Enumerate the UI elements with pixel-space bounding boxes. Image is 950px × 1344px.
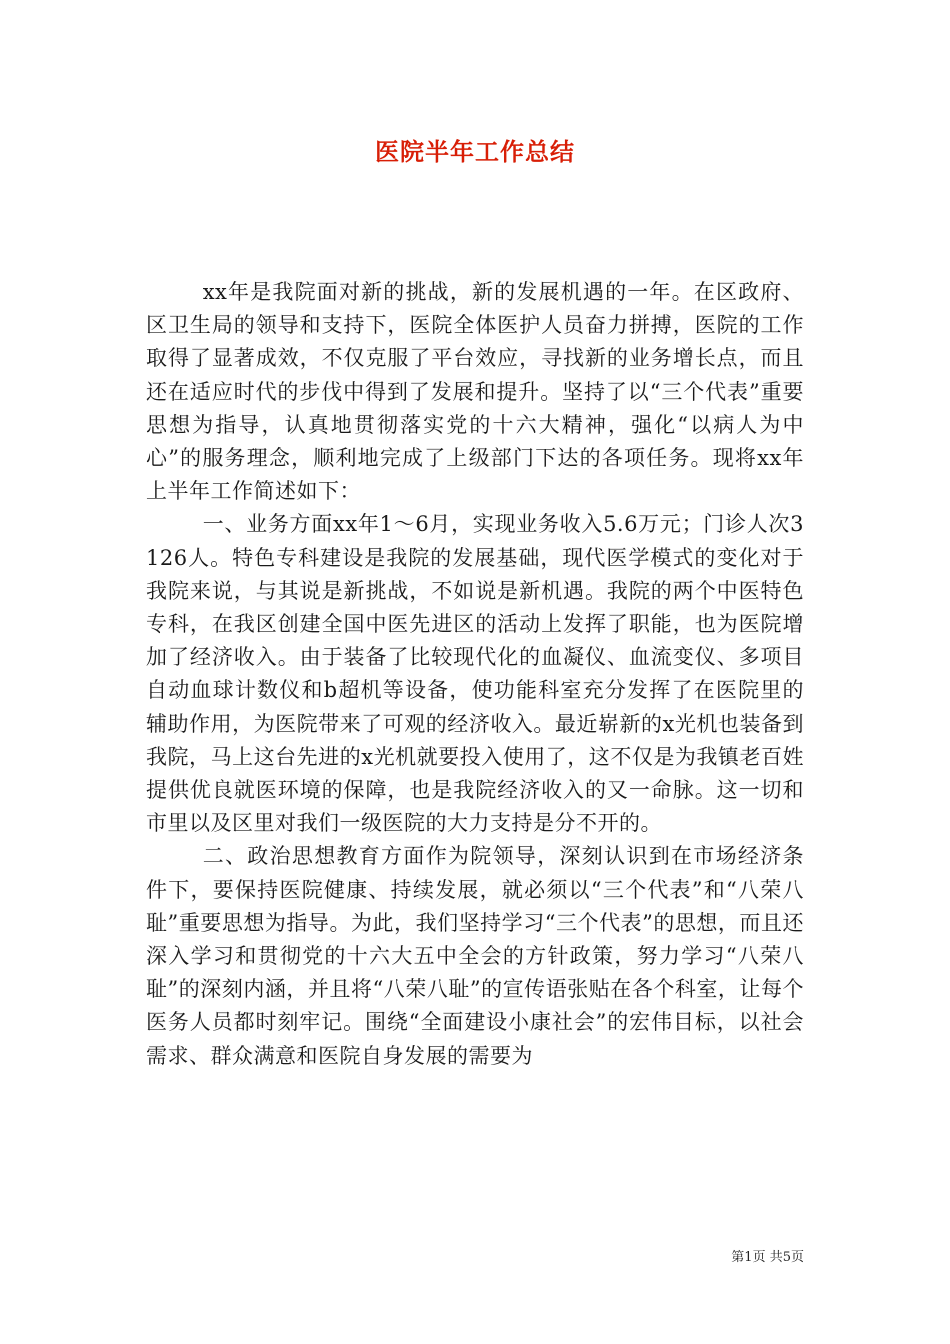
page-total: 5: [782, 1250, 791, 1265]
paragraph-business: 一、业务方面xx年1～6月，实现业务收入5.6万元；门诊人次3126人。特色专科建设是我院的发展基础，现代医学模式的变化对于我院来说，与其说是新挑战，不如说是新机遇。我院的两个中医特色专科，在我区创建全国中医先进区的活动上发挥了职能，也为医院增加了经济收入。由于装备了比较现代化的血凝仪、血流变仪、多项目自动血球计数仪和b超机等设备，使功能科室充分发挥了在医院里的辅助作用，为医院带来了可观的经济收入。最近崭新的x光机也装备到我院，马上这台先进的x光机就要投入使用了，这不仅是为我镇老百姓提供优良就医环境的保障，也是我院经济收入的又一命脉。这一切和市里以及区里对我们一级医院的大力支持是分不开的。: [146, 512, 804, 836]
document-title: 医院半年工作总结: [375, 137, 575, 166]
document-body: [146, 276, 804, 1073]
page-current: 1: [744, 1250, 753, 1265]
page-suffix: 页: [790, 1250, 804, 1265]
paragraph-intro: xx年是我院面对新的挑战，新的发展机遇的一年。在区政府、区卫生局的领导和支持下，医院全体医护人员奋力拼搏，医院的工作取得了显著成效，不仅克服了平台效应，寻找新的业务增长点，而且还在适应时代的步伐中得到了发展和提升。坚持了以“三个代表”重要思想为指导，认真地贯彻落实党的十六大精神，强化“以病人为中心”的服务理念，顺利地完成了上级部门下达的各项任务。现将xx年上半年工作简述如下：: [146, 280, 804, 504]
page-number-footer: [731, 1246, 804, 1265]
page-prefix: 第: [731, 1250, 745, 1265]
paragraph-political: 二、政治思想教育方面作为院领导，深刻认识到在市场经济条件下，要保持医院健康、持续发展，就必须以“三个代表”和“八荣八耻”重要思想为指导。为此，我们坚持学习“三个代表”的思想，而且还深入学习和贯彻党的十六大五中全会的方针政策，努力学习“八荣八耻”的深刻内涵，并且将“八荣八耻”的宣传语张贴在各个科室，让每个医务人员都时刻牢记。围绕“全面建设小康社会”的宏伟目标，以社会需求、群众满意和医院自身发展的需要为: [146, 844, 804, 1068]
page-mid: 页 共: [752, 1250, 783, 1265]
